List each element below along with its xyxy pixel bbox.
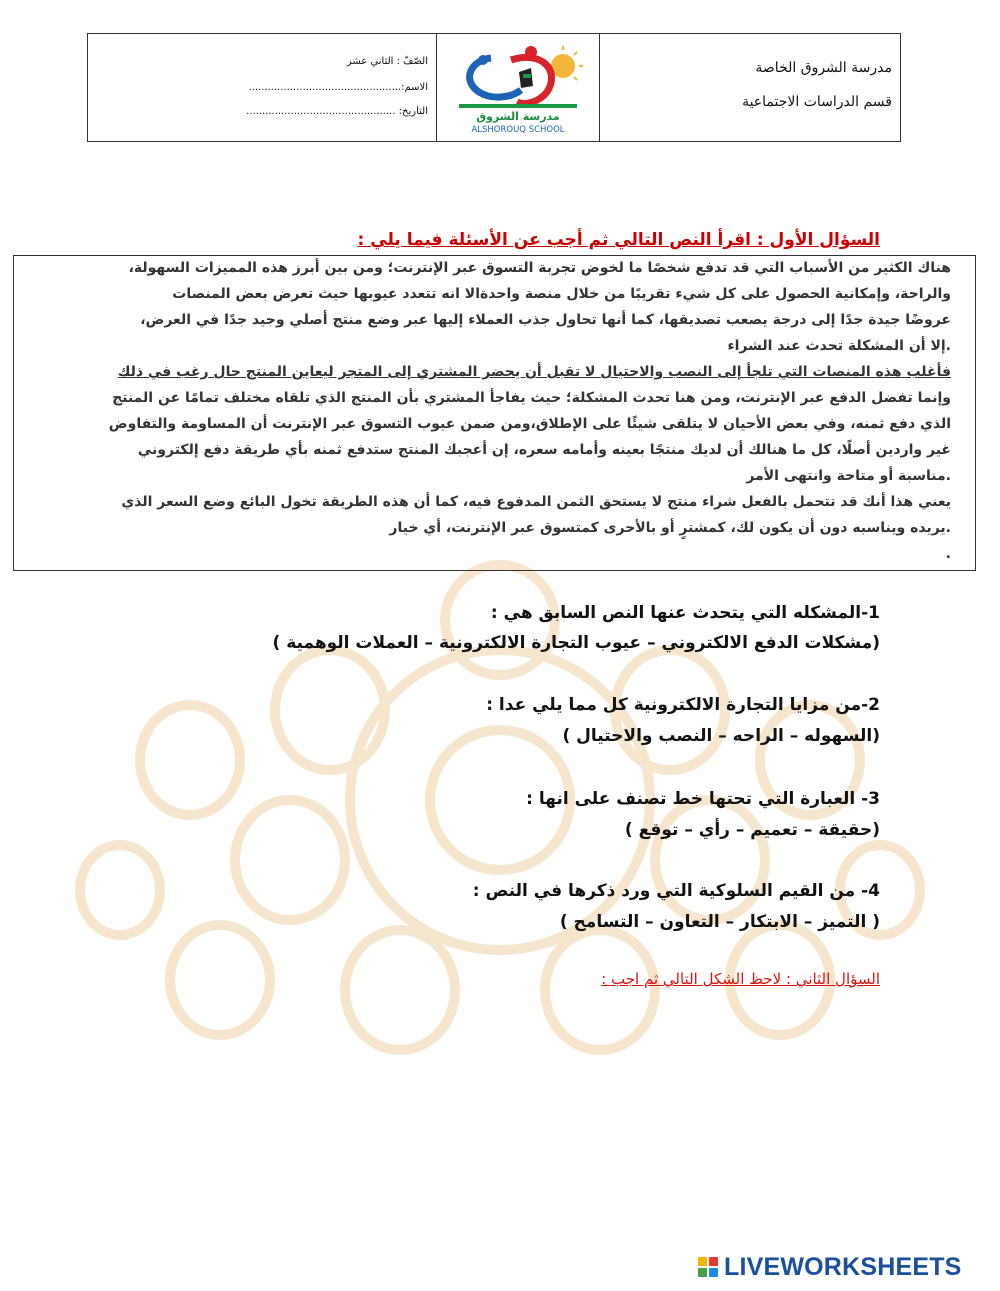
school-logo — [451, 40, 585, 136]
question1-title: السؤال الأول : اقرأ النص التالي ثم أجب عن الأسئلة فيما يلي : — [357, 230, 880, 250]
passage-line-underlined: فأغلب هذه المنصات التي تلجأ إلى النصب والاحتيال لا تقبل أن يحضر المشتري إلى المتجر ليعاين المنتج حال رغب في ذلك — [117, 364, 951, 380]
logo-arabic-text: مدرسة الشروق — [476, 110, 560, 123]
student-info-cell — [88, 34, 437, 141]
passage-line: .إلا أن المشكلة تحدث عند الشراء — [727, 338, 951, 354]
passage-line: .يريده ويناسبه دون أن يكون لك، كمشترٍ أو بالأحرى كمتسوق عبر الإنترنت، أي خيار — [389, 520, 951, 536]
grade-line: الصّفّ : الثاني عشر — [346, 56, 428, 67]
passage-line: والراحة، وإمكانية الحصول على كل شيء تقريبًا من خلال منصة واحدةالا انه تتعدد عيوبها حيث تعرض بعض المنصات — [172, 286, 951, 302]
logo-cell — [437, 34, 600, 141]
liveworksheets-icon — [698, 1257, 718, 1277]
passage-line: هناك الكثير من الأسباب التي قد تدفع شخصًا ما لخوض تجربة التسوق عبر الإنترنت؛ ومن بين أبرز هذه المميزات السهولة، — [128, 260, 951, 276]
department-name: قسم الدراسات الاجتماعية — [742, 94, 892, 110]
liveworksheets-logo — [698, 1254, 962, 1280]
passage-line: . — [945, 546, 951, 562]
question-1-text: 1-المشكله التي يتحدث عنها النص السابق هي : — [490, 603, 880, 623]
school-info-cell — [600, 34, 900, 141]
question-3-text: 3- العبارة التي تحتها خط تصنف على انها : — [526, 789, 880, 809]
worksheet-header — [87, 33, 901, 142]
question2-title: السؤال الثاني : لاحظ الشكل التالي ثم اجب : — [601, 970, 880, 988]
passage-line: الذي دفع ثمنه، وفي بعض الأحيان لا يتلقى شيئًا على الإطلاق،ومن ضمن عيوب التسوق عبر الإنترنت أن المساومة والتفاوض — [108, 416, 951, 432]
question-2-options[interactable]: (السهوله – الراحه – النصب والاحتيال ) — [562, 726, 880, 746]
question-2-text: 2-من مزايا التجارة الالكترونية كل مما يلي عدا : — [486, 695, 880, 715]
question-1-options[interactable]: (مشكلات الدفع الالكتروني – عيوب التجارة الالكترونية – العملات الوهمية ) — [272, 633, 880, 653]
passage-line: غير واردين أصلًا، كل ما هنالك أن لديك منتجًا بعينه وأمامه سعره، إن أعجبك المنتج ستدفع ثمنه بأي طريقة دفع إلكتروني — [137, 442, 951, 458]
passage-line: يعني هذا أنك قد تتحمل بالفعل شراء منتج لا يستحق الثمن المدفوع فيه، كما أن هذه الطريقة تخول البائع وضع السعر الذي — [121, 494, 951, 510]
passage-line: .مناسبة أو متاحة وانتهى الأمر — [746, 468, 951, 484]
question-3-options[interactable]: (حقيقة – تعميم – رأي – توقع ) — [624, 820, 880, 840]
passage-line: عروضًا جيدة جدًا إلى درجة يصعب تصديقها، كما أنها تحاول جذب العملاء إليها عبر وضع منتج أصلي وجيد جدًا في العرض، — [140, 312, 951, 328]
question-4-options[interactable]: ( التميز – الابتكار – التعاون – التسامح ) — [559, 912, 880, 932]
logo-english-text: ALSHOROUQ SCHOOL — [471, 125, 565, 135]
name-field: الاسم:................................................ — [248, 82, 428, 93]
school-name: مدرسة الشروق الخاصة — [755, 60, 892, 76]
question-4-text: 4- من القيم السلوكية التي ورد ذكرها في النص : — [472, 881, 880, 901]
reading-passage — [13, 255, 976, 571]
passage-line: وإنما تفضل الدفع عبر الإنترنت، ومن هنا تحدث المشكلة؛ حيث يفاجأ المشتري بأن المنتج الذي تلقاه مختلف تمامًا عن المنتج — [112, 390, 951, 406]
date-field: التاريخ: ............................................... — [246, 106, 428, 117]
liveworksheets-brand: LIVEWORKSHEETS — [724, 1252, 962, 1281]
